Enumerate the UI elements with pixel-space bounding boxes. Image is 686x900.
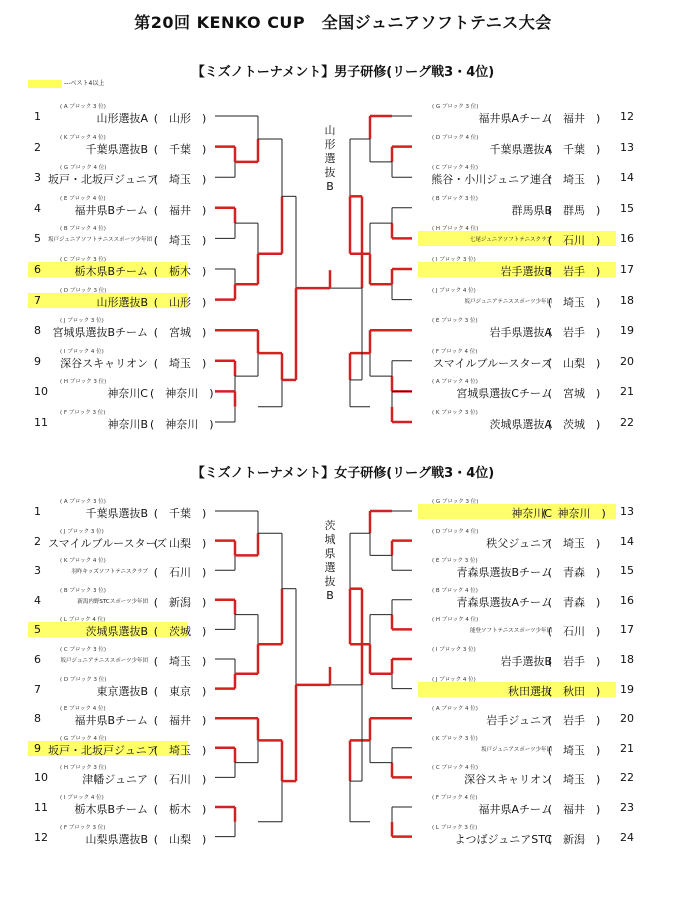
entry-number: 1: [34, 505, 41, 518]
team-name: 坂戸ジュニアテニススポーツ少年団: [60, 658, 148, 664]
block-rank: ( B ブロック 4 位): [60, 226, 106, 233]
entry-number: 6: [34, 263, 41, 276]
block-rank: ( K ブロック 3 位): [432, 410, 478, 416]
prefecture: ( 神奈川 ): [150, 387, 214, 401]
team-name: 福井県Aチーム: [478, 803, 552, 816]
block-rank: ( F ブロック 3 位): [60, 410, 106, 416]
prefecture: ( 山形 ): [153, 112, 207, 125]
team-name: 茨城県選抜B: [85, 625, 148, 639]
prefecture: ( 青森 ): [547, 595, 601, 609]
block-rank: ( I ブロック 3 位): [432, 257, 476, 263]
team-name: 坂戸ジュニアテニススポーツ少年団: [464, 298, 552, 305]
champion-label: 山 形 選 抜 B: [324, 124, 336, 193]
team-name: 秋田選抜: [508, 684, 552, 698]
block-rank: ( E ブロック 4 位): [60, 706, 106, 713]
team-name: 栃木県Bチーム: [74, 803, 148, 816]
prefecture: ( 秋田 ): [547, 684, 601, 698]
prefecture: ( 石川 ): [153, 566, 207, 580]
entry-number: 10: [34, 385, 48, 399]
block-rank: ( H ブロック 4 位): [432, 617, 479, 624]
block-rank: ( G ブロック 4 位): [60, 165, 107, 172]
team-name: 岩手選抜B: [500, 655, 552, 668]
prefecture: ( 山形 ): [153, 295, 207, 309]
entry-number: 9: [34, 354, 41, 368]
entry-number: 10: [34, 771, 48, 785]
team-name: 坂戸ジュニアスポーツ少年団: [481, 746, 552, 753]
block-rank: ( F ブロック 4 位): [432, 348, 478, 355]
entry-number: 1: [34, 110, 41, 123]
prefecture: ( 茨城 ): [153, 625, 207, 639]
entry-number: 23: [620, 801, 634, 814]
prefecture: ( 岩手 ): [547, 655, 601, 668]
team-name: 千葉県選抜A: [489, 142, 552, 156]
team-name: 福井県Bチーム: [74, 714, 148, 728]
prefecture: ( 岩手 ): [547, 265, 601, 278]
prefecture: ( 山梨 ): [547, 356, 601, 370]
prefecture: ( 神奈川 ): [542, 507, 606, 520]
team-name: 坂戸・北坂戸ジュニア: [48, 173, 158, 187]
prefecture: ( 埼玉 ): [153, 234, 207, 248]
block-rank: ( J ブロック 3 位): [60, 318, 104, 325]
page-title: 第20回 KENKO CUP 全国ジュニアソフトテニス大会: [134, 13, 552, 32]
entry-number: 14: [620, 171, 634, 185]
prefecture: ( 福井 ): [153, 714, 207, 728]
prefecture: ( 埼玉 ): [547, 773, 601, 787]
entry-number: 21: [620, 385, 634, 399]
entry-number: 2: [34, 140, 41, 154]
team-name: 深谷スキャリオン: [464, 773, 552, 787]
block-rank: ( H ブロック 3 位): [60, 379, 107, 386]
block-rank: ( E ブロック 4 位): [60, 195, 106, 202]
block-rank: ( G ブロック 3 位): [432, 104, 479, 110]
block-rank: ( G ブロック 3 位): [432, 499, 479, 505]
prefecture: ( 宮城 ): [547, 387, 601, 401]
team-name: 福井県Bチーム: [74, 203, 148, 217]
prefecture: ( 群馬 ): [547, 203, 601, 217]
entry-number: 3: [34, 171, 41, 185]
prefecture: ( 岩手 ): [547, 714, 601, 728]
team-name: よつばジュニアSTC: [454, 832, 552, 846]
team-name: 東京選抜B: [96, 684, 148, 698]
block-rank: ( K ブロック 3 位): [432, 735, 478, 742]
champion-label: 茨 城 県 選 抜 B: [324, 519, 336, 602]
team-name: 神奈川B: [107, 418, 148, 431]
prefecture: ( 山梨 ): [153, 536, 207, 550]
team-name: 坂戸ジュニアソフトテニススポーツ少年団: [48, 237, 152, 244]
entry-number: 22: [620, 771, 634, 785]
prefecture: ( 石川 ): [153, 773, 207, 787]
entry-number: 18: [620, 653, 634, 666]
entry-number: 8: [34, 324, 41, 338]
block-rank: ( E ブロック 3 位): [432, 558, 478, 565]
team-name: 熊谷・小川ジュニア連合: [431, 173, 552, 187]
entry-number: 19: [620, 682, 634, 696]
prefecture: ( 埼玉 ): [547, 743, 601, 757]
prefecture: ( 栃木 ): [153, 803, 207, 816]
prefecture: ( 埼玉 ): [153, 356, 207, 370]
team-name: 神奈川C: [511, 507, 552, 520]
entry-number: 18: [620, 293, 634, 307]
prefecture: ( 埼玉 ): [547, 536, 601, 550]
prefecture: ( 福井 ): [547, 803, 601, 816]
prefecture: ( 岩手 ): [547, 326, 601, 340]
entry-number: 4: [34, 201, 41, 215]
prefecture: ( 石川 ): [547, 234, 601, 248]
team-name: 秩父ジュニア: [486, 536, 552, 550]
block-rank: ( E ブロック 3 位): [432, 318, 478, 325]
block-rank: ( C ブロック 3 位): [60, 257, 107, 263]
prefecture: ( 千葉 ): [547, 142, 601, 156]
block-rank: ( L ブロック 3 位): [432, 824, 478, 831]
team-name: スマイルブルースターズ: [48, 536, 168, 550]
prefecture: ( 新潟 ): [547, 832, 601, 846]
entry-number: 24: [620, 830, 634, 844]
prefecture: ( 青森 ): [547, 566, 601, 580]
block-rank: ( A ブロック 3 位): [60, 104, 106, 110]
prefecture: ( 福井 ): [547, 112, 601, 125]
team-name: 千葉県選抜B: [85, 142, 148, 156]
prefecture: ( 新潟 ): [153, 595, 207, 609]
block-rank: ( A ブロック 3 位): [60, 499, 106, 505]
entry-number: 13: [620, 140, 634, 154]
entry-number: 12: [620, 110, 634, 123]
team-name: 能登ソフトテニススポーツ少年団: [469, 628, 552, 635]
entry-number: 16: [620, 593, 634, 607]
entry-number: 7: [34, 682, 41, 696]
prefecture: ( 埼玉 ): [153, 655, 207, 668]
legend-text: ---ベスト4以上: [64, 80, 105, 87]
prefecture: ( 宮城 ): [153, 326, 207, 340]
block-rank: ( H ブロック 3 位): [60, 765, 107, 772]
entry-number: 5: [34, 623, 41, 637]
prefecture: ( 埼玉 ): [153, 743, 207, 757]
block-rank: ( D ブロック 4 位): [432, 528, 479, 535]
team-name: スマイルブルースターズ: [432, 356, 552, 370]
entry-number: 15: [620, 564, 634, 578]
entry-number: 12: [34, 830, 48, 844]
block-rank: ( A ブロック 4 位): [432, 706, 478, 713]
team-name: 山形選抜A: [96, 112, 148, 125]
prefecture: ( 石川 ): [547, 625, 601, 639]
block-rank: ( B ブロック 3 位): [60, 587, 106, 594]
team-name: 青森県選抜Bチーム: [456, 566, 552, 580]
block-rank: ( J ブロック 4 位): [432, 676, 476, 683]
entry-number: 9: [34, 741, 41, 755]
girls-subtitle: 【ミズノトーナメント】女子研修(リーグ戦3・4位): [191, 466, 495, 481]
team-name: 神奈川C: [107, 387, 148, 401]
block-rank: ( C ブロック 3 位): [60, 647, 107, 653]
prefecture: ( 東京 ): [153, 684, 207, 698]
prefecture: ( 千葉 ): [153, 507, 207, 520]
entry-number: 16: [620, 232, 634, 246]
prefecture: ( 茨城 ): [547, 418, 601, 431]
team-name: 青森県選抜Aチーム: [456, 595, 552, 609]
block-rank: ( K ブロック 4 位): [60, 134, 106, 141]
block-rank: ( D ブロック 4 位): [432, 134, 479, 141]
block-rank: ( F ブロック 3 位): [60, 824, 106, 831]
block-rank: ( J ブロック 3 位): [60, 528, 104, 535]
team-name: 羽咋キッズソフトテニスクラブ: [71, 569, 148, 576]
block-rank: ( B ブロック 3 位): [432, 195, 478, 202]
block-rank: ( I ブロック 4 位): [60, 348, 104, 355]
entry-number: 17: [620, 623, 634, 637]
entry-number: 4: [34, 593, 41, 607]
team-name: 栃木県Bチーム: [74, 265, 148, 278]
block-rank: ( I ブロック 3 位): [432, 647, 476, 653]
team-name: 岩手選抜B: [500, 265, 552, 278]
block-rank: ( J ブロック 4 位): [432, 287, 476, 294]
entry-number: 20: [620, 354, 634, 368]
team-name: 七尾ジュニアソフトテニスクラブ: [469, 237, 552, 244]
prefecture: ( 山梨 ): [153, 832, 207, 846]
prefecture: ( 埼玉 ): [547, 173, 601, 187]
entry-number: 13: [620, 505, 634, 518]
prefecture: ( 埼玉 ): [153, 173, 207, 187]
prefecture: ( 千葉 ): [153, 142, 207, 156]
team-name: 宮城県選抜Bチーム: [52, 326, 148, 340]
team-name: 深谷スキャリオン: [60, 356, 148, 370]
entry-number: 5: [34, 232, 41, 246]
entry-number: 20: [620, 712, 634, 726]
entry-number: 19: [620, 324, 634, 338]
prefecture: ( 福井 ): [153, 203, 207, 217]
block-rank: ( K ブロック 4 位): [60, 558, 106, 565]
team-name: 福井県Aチーム: [478, 112, 552, 125]
block-rank: ( F ブロック 4 位): [432, 795, 478, 801]
entry-number: 11: [34, 801, 48, 814]
entry-number: 3: [34, 564, 41, 578]
team-name: 山梨県選抜B: [85, 832, 148, 846]
entry-number: 21: [620, 741, 634, 755]
entry-number: 8: [34, 712, 41, 726]
entry-number: 15: [620, 201, 634, 215]
prefecture: ( 栃木 ): [153, 265, 207, 278]
team-name: 宮城県選抜Cチーム: [456, 387, 552, 401]
team-name: 茨城県選抜A: [489, 418, 552, 431]
entry-number: 11: [34, 416, 48, 429]
block-rank: ( I ブロック 4 位): [60, 795, 104, 801]
team-name: 山形選抜B: [96, 295, 148, 309]
block-rank: ( A ブロック 4 位): [432, 379, 478, 386]
block-rank: ( D ブロック 3 位): [60, 287, 107, 294]
block-rank: ( H ブロック 4 位): [432, 226, 479, 233]
entry-number: 6: [34, 653, 41, 666]
team-name: 岩手県選抜A: [489, 326, 552, 340]
entry-number: 7: [34, 293, 41, 307]
entry-number: 14: [620, 534, 634, 548]
team-name: 津幡ジュニア: [82, 773, 148, 787]
block-rank: ( C ブロック 4 位): [432, 165, 479, 172]
block-rank: ( L ブロック 4 位): [60, 617, 106, 624]
prefecture: ( 埼玉 ): [547, 295, 601, 309]
boys-subtitle: 【ミズノトーナメント】男子研修(リーグ戦3・4位): [191, 65, 495, 80]
block-rank: ( G ブロック 4 位): [60, 735, 107, 742]
prefecture: ( 神奈川 ): [150, 418, 214, 431]
team-name: 坂戸・北坂戸ジュニア: [48, 743, 158, 757]
team-name: 千葉県選抜B: [85, 507, 148, 520]
entry-number: 17: [620, 263, 634, 276]
team-name: 群馬県B: [511, 203, 552, 217]
entry-number: 2: [34, 534, 41, 548]
entry-number: 22: [620, 416, 634, 429]
block-rank: ( B ブロック 4 位): [432, 587, 478, 594]
team-name: 岩手ジュニア: [486, 714, 552, 728]
block-rank: ( C ブロック 4 位): [432, 765, 479, 772]
block-rank: ( D ブロック 3 位): [60, 676, 107, 683]
team-name: 新潟内野STCスポーツ少年団: [77, 598, 148, 605]
